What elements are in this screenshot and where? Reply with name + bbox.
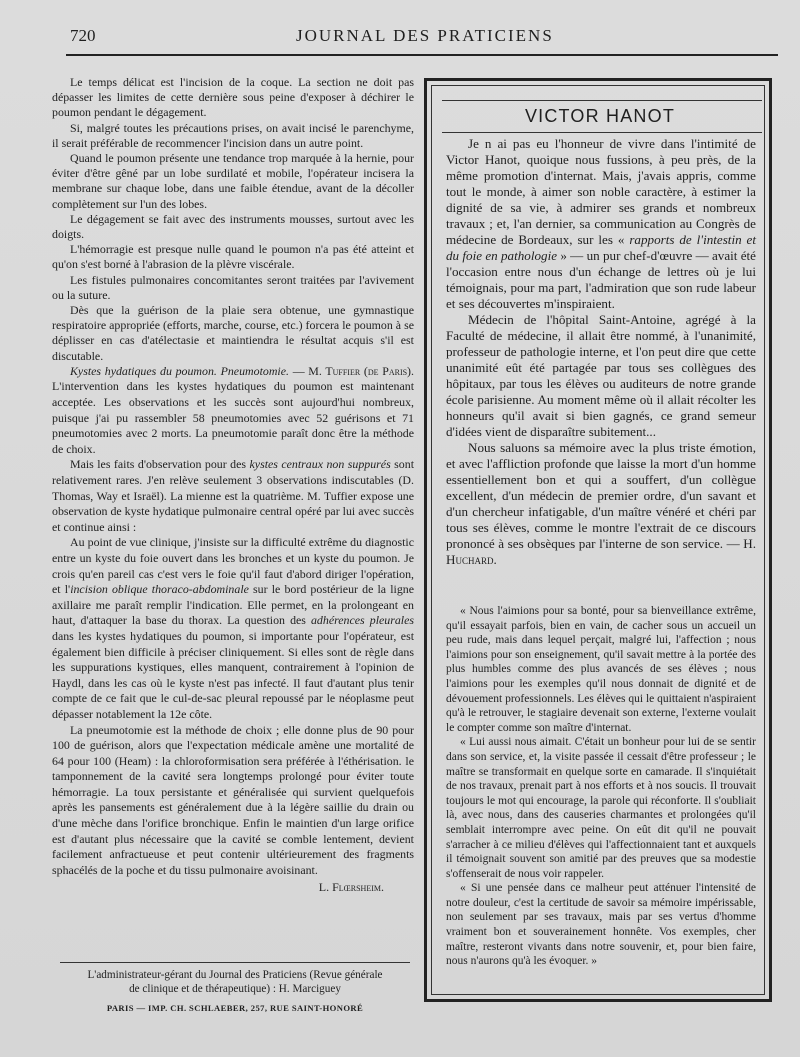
- italic-run: rapports de l'intestin et du foie en pathologie: [446, 232, 757, 263]
- footer-rule: [60, 962, 410, 963]
- obituary-box: [424, 78, 772, 1002]
- publisher-note: [60, 968, 410, 996]
- section-body: L'intervention dans les kystes hydatiques du poumon est maintenant acceptée. Les observations et les succès sont aujourd'hui nombreux, puisque j'ai pu rassembler 58 pneumotomies avec 52 guérisons et 71 pneumotomies avec 2 morts. La pneumotomie paraît donc être la méthode de choix.: [52, 379, 414, 456]
- text-run: Mais les faits d'observation pour des: [70, 457, 250, 472]
- section-kystes: [52, 364, 414, 458]
- paragraph: [52, 535, 414, 722]
- text-run: Au point de vue clinique, j'insiste sur la difficulté extrême du diagnostic entre un kyste du foie ouvert dans les bronches et un kyste du poumon. Je crois qu'en pareil cas c'est vers le foie qu'il faut d'abord diriger l'opération, et l': [52, 535, 414, 597]
- journal-title: JOURNAL DES PRATICIENS: [296, 26, 554, 45]
- paragraph: [446, 440, 756, 568]
- left-column: [52, 75, 414, 895]
- text-run: » — un pur chef-d'œuvre — avait été l'occasion entre nous d'un échange de lettres où je lui témoignais, pour ma part, l'admiration que son rude labeur et ses découvertes m'inspiraient.: [446, 248, 756, 311]
- paragraph: Médecin de l'hôpital Saint-Antoine, agrégé à la Faculté de médecine, il allait être nommé, à l'unanimité, professeur de pathologie interne, et l'on peut dire que cette unanimité eût été partagée par tous ses collègues des hôpitaux, par tous les élèves ou auditeurs de notre grande école parisienne. Au moment même où il allait récolter les honneurs qu'il avait si bien gagnés, ce grand semeur d'idées vient de disparaître subitement...: [446, 312, 756, 439]
- title-rule-bottom: [442, 132, 762, 133]
- paragraph: Dès que la guérison de la plaie sera obtenue, une gymnastique respiratoire appropriée (efforts, marche, course, etc.) forcera le poumon à se déplisser en cas d'atélectasie et maintiendra le résultat acquis s'il est discutable.: [52, 303, 414, 363]
- page-header: [66, 26, 778, 48]
- text-run: Nous saluons sa mémoire avec la plus triste émotion, et avec l'affliction profonde que laisse la mort d'un homme essentiellement bon et qui a souffert, d'un collègue excellent, d'un médecin de premier ordre, d'un savant et d'un chercheur infatigable, d'un maître vénéré et chéri par tous ses élèves, comme le montre l'extrait de ce discours prononcé à ses obsèques par l'interne de son service.: [446, 440, 756, 551]
- author-credit: — H. Huchard.: [446, 536, 756, 567]
- section-author: — M. Tuffier (de Paris).: [292, 363, 414, 378]
- publisher-line: de clinique et de thérapeutique) : H. Marciguey: [129, 983, 341, 995]
- text-run: sont relativement rares. J'en relève seulement 3 observations indiscutables (D. Thomas, Way et Israël). La mienne est la quatrième. M. Tuffier expose une observation de kyste hydatique pulmonaire central opéré par lui avec succès et continue ainsi :: [52, 457, 414, 534]
- quote-paragraph: « Lui aussi nous aimait. C'était un bonheur pour lui de se sentir dans son service, et, la visite passée il cessait d'être professeur ; le maître se transformait en quelque sorte en camarade. Il s'inquiétait de nos travaux, prenait part à nos efforts et à nos soucis. Il trouvait toujours le mot qui encourage, la parole qui réconforte. Il s'oubliait là, avec nous, dans des causeries charmantes et prolongées qu'il semblait interrompre avec peine. On eût dit qu'il ne pouvait s'arracher à ce milieu d'élèves qui l'affectionnaient tant et auxquels il témoignait souvent son amitié par des preuves que sa modestie s'offenserait de nous voir rappeler.: [446, 736, 756, 880]
- italic-run: kystes centraux non suppurés: [249, 457, 391, 472]
- obituary-frame: [431, 85, 765, 995]
- paragraph: Le dégagement se fait avec des instruments mousses, surtout avec les doigts.: [52, 211, 414, 242]
- section-title: Kystes hydatiques du poumon. Pneumotomie.: [70, 363, 289, 378]
- signature: L. Flœrsheim.: [318, 880, 384, 895]
- paragraph: L'hémorragie est presque nulle quand le poumon n'a pas été atteint et qu'on s'est borné à l'abrasion de la plèvre viscérale.: [52, 242, 414, 272]
- paragraph: La pneumotomie est la méthode de choix ; elle donne plus de 90 pour 100 de guérison, alors que l'expectation médicale amène une mortalité de 64 pour 100 (Heam) : la chloroformisation sera préférée à l'éthérisation. le tamponnement de la cavité sera longtemps prolongé pour éviter toute hémorragie. La toux persistante et généralisée qui survient quelquefois après les pansements est généralement due à la légère saillie du drain ou d'une mèche dans l'orifice bronchique. Enfin le maintien d'un large orifice est d'autant plus nécessaire que la cavité se comble lentement, devient facilement anfractueuse et peut contenir ultérieurement des fragments sphacélés de la poche et du tissu pulmonaire avoisinant.: [52, 722, 414, 877]
- paragraph: Les fistules pulmonaires concomitantes seront traitées par l'avivement ou la suture.: [52, 272, 414, 302]
- publisher-line: L'administrateur-gérant du Journal des Praticiens (Revue générale: [87, 969, 383, 981]
- quote-paragraph: « Nous l'aimions pour sa bonté, pour sa bienveillance extrême, qu'il essayait parfois, bien en vain, de cacher sous un accueil un peu rude, mais dans lequel perçait, malgré lui, l'affection ; nous l'aimions pour son enseignement, qu'il savait mettre à la portée des plus humbles comme des plus avancés de ses élèves ; nous l'aimions pour les exemples qu'il nous donnait de dignité et de dévouement professionnels. Les élèves qui le quittaient n'aspiraient qu'à le retrouver, le stagiaire devenait son externe, l'externe voulait le compter comme son maître d'internat.: [446, 605, 756, 734]
- obituary-text: [446, 136, 756, 568]
- text-run: dans les kystes hydatiques du poumon, si importante pour l'opérateur, est également bien difficile à préciser cliniquement. Si elles sont de règle dans les suppurations kystiques, elles manquent, contrairement à l'opinion de Haydl, dans les cas où le kyste n'est pas infecté. Il faut d'autant plus tenir compte de ce fait que le cul-de-sac pleural repoussé par le néoplasme peut dépasser notablement la 12e côte.: [52, 628, 414, 721]
- italic-run: adhérences pleurales: [310, 613, 414, 628]
- text-run: sur le bord postérieur de la ligne axillaire me paraît remplir l'indication. Elle permet, en la prolongeant en haut, d'attaquer la base du thorax. La question des: [52, 582, 415, 628]
- paragraph: [52, 457, 414, 535]
- header-rule: [66, 54, 778, 56]
- paragraph: Quand le poumon présente une tendance trop marquée à la hernie, pour éviter d'être gêné par un lobe surdilaté et mobile, l'opérateur incisera la membrane sur chaque lobe, dans une faible étendue, avant de la décoller complètement sur l'un des lobes.: [52, 151, 414, 211]
- eulogy-quote: [446, 604, 756, 969]
- quote-paragraph: « Si une pensée dans ce malheur peut atténuer l'intensité de notre douleur, c'est la certitude de savoir sa mémoire impérissable, non seulement par ses travaux, mais par ses vertus d'homme vraiment bon et souverainement honnête. Vos exemples, cher maître, resteront vivants dans notre souvenir, et, pour bien faire, nous n'aurons qu'à les évoquer. »: [446, 882, 756, 968]
- italic-run: incision oblique thoraco-abdominale: [70, 582, 249, 597]
- paragraph: Si, malgré toutes les précautions prises, on avait incisé le parenchyme, il serait préférable de recommencer l'incision dans un autre point.: [52, 120, 414, 150]
- page-number: 720: [70, 26, 96, 45]
- paragraph: [446, 136, 756, 312]
- text-run: Je n ai pas eu l'honneur de vivre dans l'intimité de Victor Hanot, quoique nous fussions, à peu près, de la même promotion d'internat. Mais, j'avais appris, comme tout le monde, à aimer son noble caractère, à estimer la dignité de sa vie, à admirer ses grands et nombreux travaux ; et, l'an dernier, sa communication au Congrès de médecine de Bordeaux, sur les «: [446, 136, 756, 247]
- obituary-title: VICTOR HANOT: [524, 106, 676, 126]
- title-rule-top: [442, 100, 762, 101]
- printer-line: PARIS — IMP. CH. SCHLAEBER, 257, RUE SAINT-HONORÉ: [106, 1003, 364, 1013]
- paragraph: Le temps délicat est l'incision de la coque. La section ne doit pas dépasser les limites de cette dernière sous peine d'exposer à déchirer le poumon pendant le dégagement.: [52, 75, 414, 120]
